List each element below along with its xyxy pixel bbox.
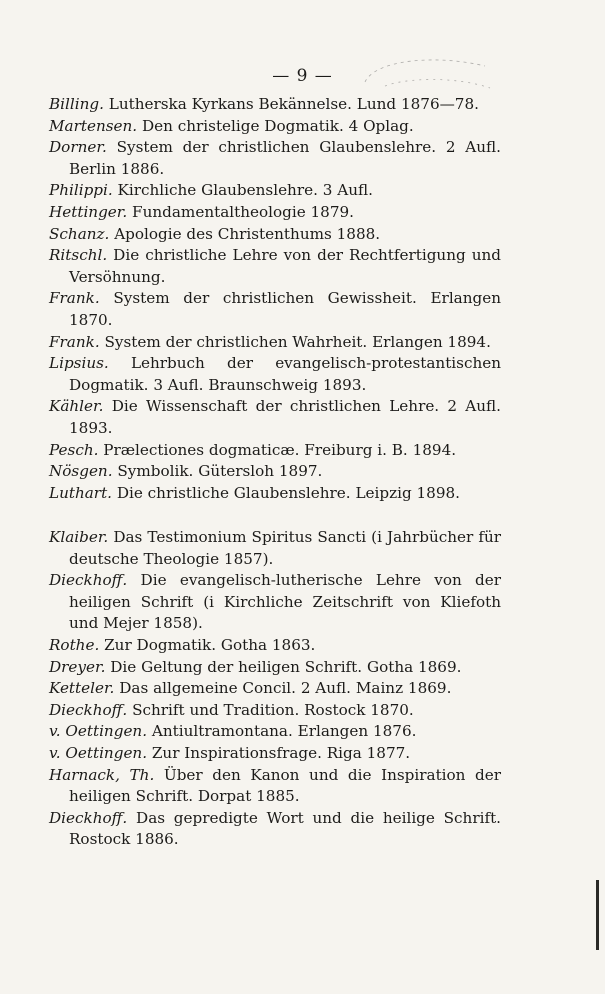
entry-text: System der christlichen Glaubenslehre. 2 Aufl. Berlin 1886.: [69, 138, 502, 178]
entry-author: Philippi.: [49, 181, 113, 200]
library-stamp-mark: [345, 52, 495, 96]
entry-author: Ritschl.: [49, 246, 108, 265]
entry-author: Dorner.: [49, 138, 107, 157]
entry-author: Billing.: [49, 95, 104, 113]
bibliography-entry: [49, 440, 501, 462]
bibliography-entry: [49, 808, 501, 851]
bibliography-entry: [49, 570, 501, 635]
entry-text: Schrift und Tradition. Rostock 1870.: [132, 700, 414, 719]
entry-text: Symbolik. Gütersloh 1897.: [117, 462, 323, 481]
bibliography-entry: [49, 396, 501, 439]
entry-text: Die Geltung der heiligen Schrift. Gotha 1869.: [110, 657, 462, 676]
bibliography-entry: [49, 224, 501, 246]
entry-text: Zur Inspirationsfrage. Riga 1877.: [151, 743, 411, 762]
entry-author: Schanz.: [49, 224, 110, 243]
bibliography-entry: [49, 743, 501, 765]
bibliography-entry: [49, 700, 501, 722]
bibliography-entry: [49, 94, 501, 116]
bibliography-entry: [49, 657, 501, 679]
entry-text: Die christliche Lehre von der Rechtfertigung und Versöhnung.: [69, 246, 501, 286]
entry-author: Nösgen.: [49, 462, 113, 481]
entry-author: Dieckhoff.: [49, 700, 128, 719]
entry-text: System der christlichen Wahrheit. Erlangen 1894.: [104, 332, 491, 351]
entry-author: Rothe.: [49, 635, 100, 654]
entry-text: Prælectiones dogmaticæ. Freiburg i. B. 1894.: [103, 440, 457, 459]
entry-author: Pesch.: [49, 440, 99, 459]
entry-author: Hettinger.: [49, 202, 128, 221]
entry-author: Frank.: [49, 289, 100, 308]
entry-text: Fundamentaltheologie 1879.: [132, 202, 355, 221]
entry-text: Kirchliche Glaubenslehre. 3 Aufl.: [117, 181, 373, 200]
entry-author: Frank.: [49, 332, 100, 351]
entry-text: Antiultramontana. Erlangen 1876.: [151, 722, 417, 741]
bibliography-entry: [49, 353, 501, 396]
entry-author: Kähler.: [49, 397, 104, 416]
entry-author: Harnack, Th.: [49, 765, 155, 784]
bibliography-entry: [49, 288, 501, 331]
entry-text: System der christlichen Gewissheit. Erlangen 1870.: [69, 289, 501, 329]
entry-author: Dreyer.: [49, 657, 106, 676]
entry-text: Lutherska Kyrkans Bekännelse. Lund 1876—78.: [108, 95, 479, 113]
entry-author: Dieckhoff.: [49, 571, 128, 590]
entry-text: Das gepredigte Wort und die heilige Schrift. Rostock 1886.: [69, 808, 502, 849]
entry-text: Über den Kanon und die Inspiration der heiligen Schrift. Dorpat 1885.: [69, 765, 502, 806]
bibliography-entry: [49, 678, 501, 700]
entry-author: Klaiber.: [49, 528, 109, 546]
page-edge-mark: [596, 880, 599, 950]
bibliography-entry: [49, 483, 501, 505]
bibliography-entry: [49, 116, 501, 138]
bibliography-entry: [49, 765, 501, 808]
entry-text: Das Testimonium Spiritus Sancti (i Jahrbücher für deutsche Theologie 1857).: [69, 528, 501, 568]
entry-author: Luthart.: [49, 483, 112, 502]
entry-author: Dieckhoff.: [49, 808, 128, 827]
entry-author: Lipsius.: [49, 354, 109, 373]
entry-author: v. Oettingen.: [49, 743, 148, 762]
bibliography-entry: [49, 527, 501, 570]
entry-text: Apologie des Christenthums 1888.: [114, 224, 381, 243]
bibliography-list-scripture: [49, 527, 501, 851]
entry-text: Zur Dogmatik. Gotha 1863.: [104, 635, 316, 654]
bibliography-entry: [49, 721, 501, 743]
bibliography-list-dogmatics: [49, 94, 501, 504]
bibliography-entry: [49, 180, 501, 202]
entry-text: Die Wissenschaft der christlichen Lehre. 2 Aufl. 1893.: [69, 397, 502, 437]
bibliography-entry: [49, 332, 501, 354]
entry-text: Das allgemeine Concil. 2 Aufl. Mainz 1869.: [119, 679, 452, 698]
entry-text: Die christliche Glaubenslehre. Leipzig 1898.: [116, 483, 460, 502]
bibliography-entry: [49, 461, 501, 483]
entry-author: v. Oettingen.: [49, 722, 148, 741]
entry-text: Den christelige Dogmatik. 4 Oplag.: [141, 116, 414, 135]
bibliography-entry: [49, 245, 501, 288]
entry-author: Ketteler.: [49, 679, 115, 698]
entry-text: Die evangelisch-lutherische Lehre von der heiligen Schrift (i Kirchliche Zeitschrift von Kliefoth und Mejer 1858).: [69, 571, 501, 633]
entry-text: Lehrbuch der evangelisch-protestantischen Dogmatik. 3 Aufl. Braunschweig 1893.: [69, 354, 502, 394]
entry-author: Martensen.: [49, 116, 138, 135]
bibliography-entry: [49, 202, 501, 224]
page-number: — 9 —: [272, 66, 333, 86]
bibliography-entry: [49, 635, 501, 657]
bibliography-entry: [49, 137, 501, 180]
